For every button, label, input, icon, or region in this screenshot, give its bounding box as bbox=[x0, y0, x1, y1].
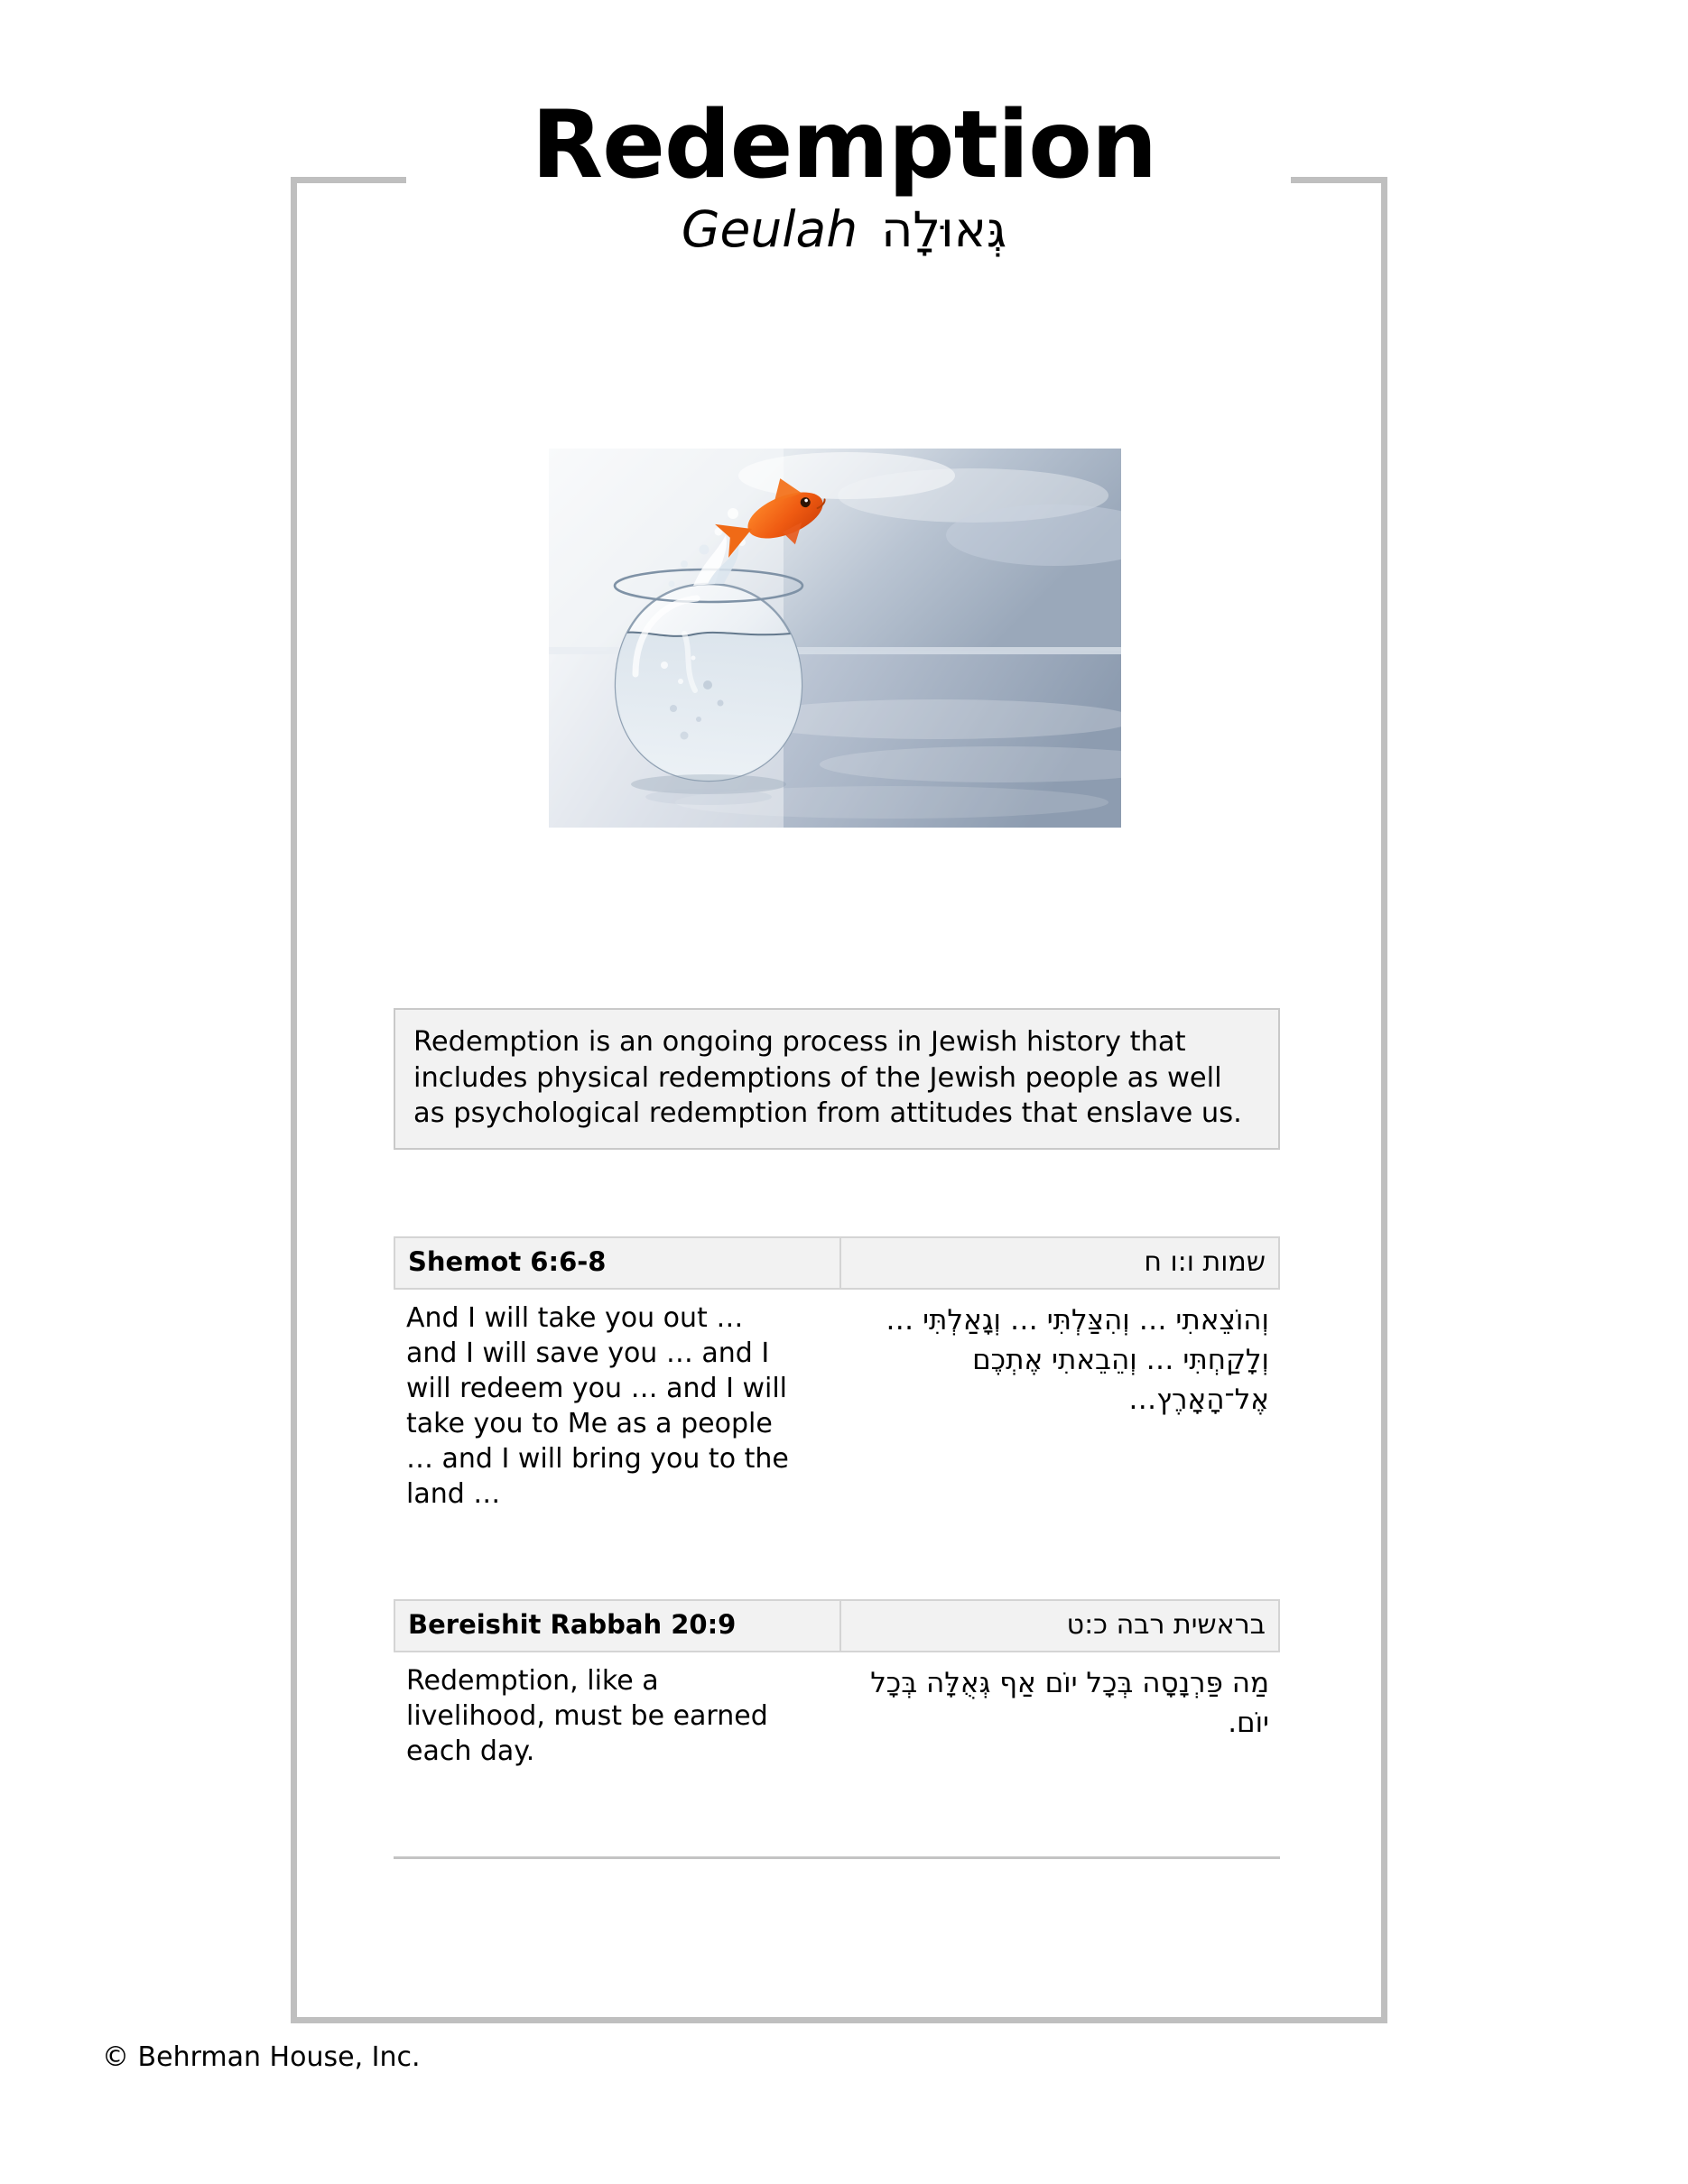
source-text-hebrew: מַה פַּרְנָסָה בְּכָל יוֹם אַף גְּאֻלָּה בְּכָל יוֹם. bbox=[870, 1667, 1269, 1740]
hero-image bbox=[549, 449, 1121, 828]
source-body bbox=[394, 1290, 1280, 1512]
source-citation-english: Shemot 6:6-8 bbox=[395, 1238, 841, 1288]
subtitle-transliteration: Geulah bbox=[681, 200, 858, 259]
title-block bbox=[0, 91, 1688, 259]
goldfish-bowl-photo bbox=[549, 449, 1121, 828]
source-citation-header bbox=[394, 1236, 1280, 1290]
content-divider-rule bbox=[394, 1856, 1280, 1859]
description-text: Redemption is an ongoing process in Jewish history that includes physical redemptions of the Jewish people as well as psychological redemption from attitudes that enslave us. bbox=[413, 1026, 1242, 1130]
copyright-footer: © Behrman House, Inc. bbox=[102, 2041, 421, 2073]
source-citation-hebrew: בראשית רבה כ:ט bbox=[1066, 1609, 1266, 1641]
source-citation-english: Bereishit Rabbah 20:9 bbox=[395, 1601, 841, 1651]
source-citation-hebrew: שמות ו:ו ח bbox=[1144, 1246, 1266, 1278]
source-text-english: And I will take you out … and I will save you … and I will redeem you … and I will take you to Me as a people … and I will bring you to the land … bbox=[406, 1302, 789, 1510]
source-text-english: Redemption, like a livelihood, must be earned each day. bbox=[406, 1665, 768, 1767]
source-citation-header bbox=[394, 1599, 1280, 1652]
subtitle-hebrew: גְּאוּלָה bbox=[881, 201, 1007, 259]
page-subtitle bbox=[0, 201, 1688, 258]
source-entry bbox=[394, 1236, 1280, 1512]
source-text-hebrew: וְהוֹצֵאתִי … וְהִצַּלְתִּי … וְגָאַלְתִּי … וְלָקַחְתִּי … וְהֵבֵאתִי אֶתְכֶם אֶל־הָאָרֶץ… bbox=[886, 1304, 1269, 1417]
source-body bbox=[394, 1652, 1280, 1769]
page-title: Redemption bbox=[531, 91, 1157, 199]
description-box bbox=[394, 1008, 1280, 1150]
source-entry bbox=[394, 1599, 1280, 1769]
